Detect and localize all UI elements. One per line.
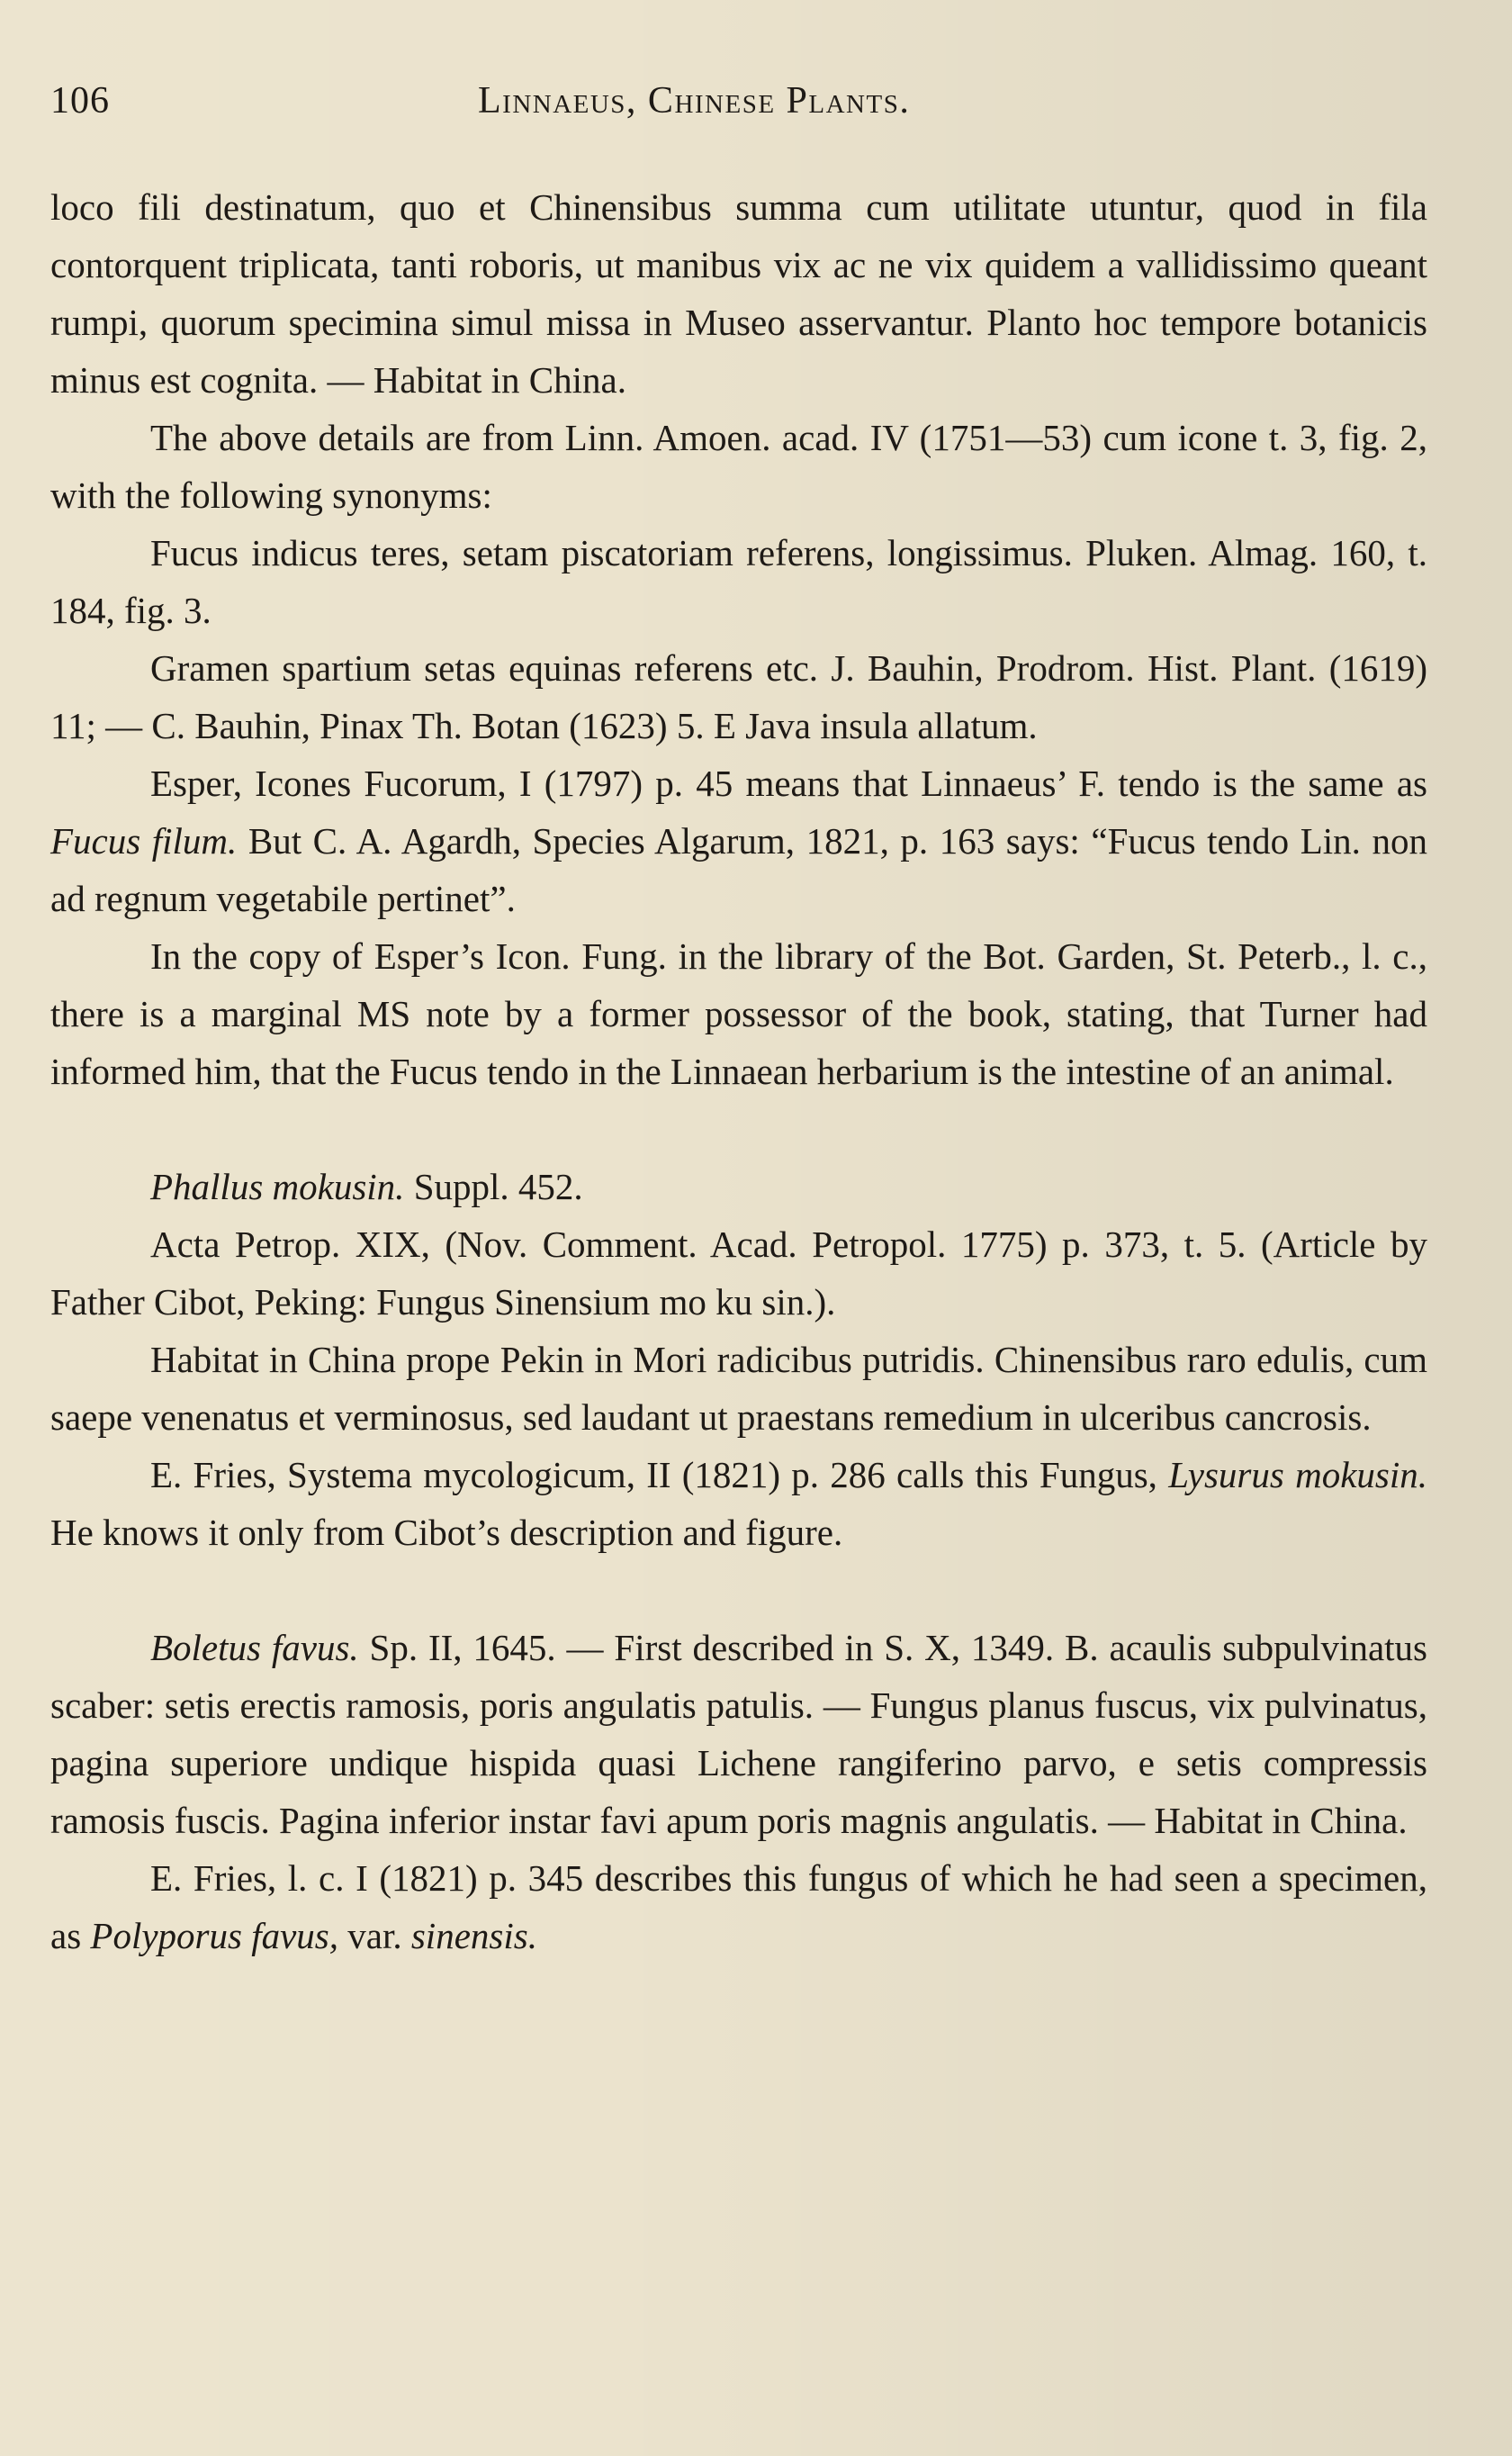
esper-text-a: Esper, Icones Fucorum, I (1797) p. 45 means that Linnaeus’ F. tendo is the same as bbox=[150, 763, 1427, 804]
section-gap bbox=[50, 1561, 1427, 1619]
phallus-heading bbox=[50, 1158, 1427, 1215]
running-head: Linnaeus, Chinese Plants. bbox=[478, 80, 911, 122]
paragraph-fries-systema bbox=[50, 1446, 1427, 1561]
lysurus-name: Lysurus mokusin. bbox=[1168, 1454, 1427, 1495]
fries-text-a: E. Fries, Systema mycologicum, II (1821) p. 286 calls this Fungus, bbox=[150, 1454, 1169, 1495]
esper-text-b: But C. A. Agardh, Species Algarum, 1821, p. 163 says: “Fucus tendo Lin. non ad regnum vegetabile pertinet”. bbox=[50, 820, 1427, 919]
paragraph-synonym-bauhin: Gramen spartium setas equinas referens etc. J. Bauhin, Prodrom. Hist. Plant. (1619) 11; — C. Bauhin, Pinax Th. Botan (1623) 5. E Java insula allatum. bbox=[50, 647, 1427, 746]
paragraph-fries-polyporus bbox=[50, 1849, 1427, 1964]
polyporus-name: Polyporus favus, bbox=[90, 1915, 338, 1956]
sinensis-name: sinensis. bbox=[410, 1915, 537, 1956]
body-text bbox=[50, 178, 1427, 1964]
section-gap bbox=[50, 1100, 1427, 1158]
paragraph-fucus-description: loco fili destinatum, quo et Chinensibus summa cum utilitate utuntur, quod in fila contorquent triplicata, tanti roboris, ut manibus vix ac ne vix quidem a vallidissimo queant rumpi, quorum specimina simul missa in Museo asservantur. Planto hoc tempore botanicis minus est cognita. — Habitat in China. bbox=[50, 186, 1427, 401]
fucus-filum-name: Fucus filum. bbox=[50, 820, 238, 862]
paragraph-acta-petrop: Acta Petrop. XIX, (Nov. Comment. Acad. Petropol. 1775) p. 373, t. 5. (Article by Father Cibot, Peking: Fungus Sinensium mo ku sin.). bbox=[50, 1223, 1427, 1323]
fries-text-b: He knows it only from Cibot’s description and figure. bbox=[50, 1512, 843, 1553]
polyporus-text-b: var. bbox=[338, 1915, 411, 1956]
phallus-reference: Suppl. 452. bbox=[404, 1166, 583, 1207]
boletus-entry bbox=[50, 1619, 1427, 1849]
page-number: 106 bbox=[50, 80, 110, 122]
paragraph-marginal-note: In the copy of Esper’s Icon. Fung. in the library of the Bot. Garden, St. Peterb., l. c., there is a marginal MS note by a former possessor of the book, stating, that Turner had informed him, that the Fucus tendo in the Linnaean herbarium is the intestine of an animal. bbox=[50, 935, 1427, 1092]
page-header bbox=[50, 79, 1427, 130]
polyporus-text-a: E. Fries, l. c. I (1821) p. 345 describes this fungus of which he had seen a specimen, as bbox=[50, 1857, 1427, 1956]
paragraph-esper bbox=[50, 754, 1427, 927]
paragraph-phallus-habitat: Habitat in China prope Pekin in Mori radicibus putridis. Chinensibus raro edulis, cum saepe venenatus et verminosus, sed laudant ut praestans remedium in ulceribus cancrosis. bbox=[50, 1339, 1427, 1438]
paragraph-synonym-pluken: Fucus indicus teres, setam piscatoriam referens, longissimus. Pluken. Almag. 160, t. 184, fig. 3. bbox=[50, 532, 1427, 631]
paragraph-amoen-source: The above details are from Linn. Amoen. acad. IV (1751—53) cum icone t. 3, fig. 2, with the following synonyms: bbox=[50, 417, 1427, 516]
boletus-description: Sp. II, 1645. — First described in S. X, 1349. B. acaulis subpulvinatus scaber: setis erectis ramosis, poris angulatis patulis. — Fungus planus fuscus, vix pulvinatus, pagina superiore undique hispida quasi Lichene rangiferino parvo, e setis compressis ramosis fuscis. Pagina inferior instar favi apum poris magnis angulatis. — Habitat in China. bbox=[50, 1627, 1427, 1841]
boletus-species-name: Boletus favus. bbox=[150, 1627, 359, 1668]
phallus-species-name: Phallus mokusin. bbox=[150, 1166, 405, 1207]
